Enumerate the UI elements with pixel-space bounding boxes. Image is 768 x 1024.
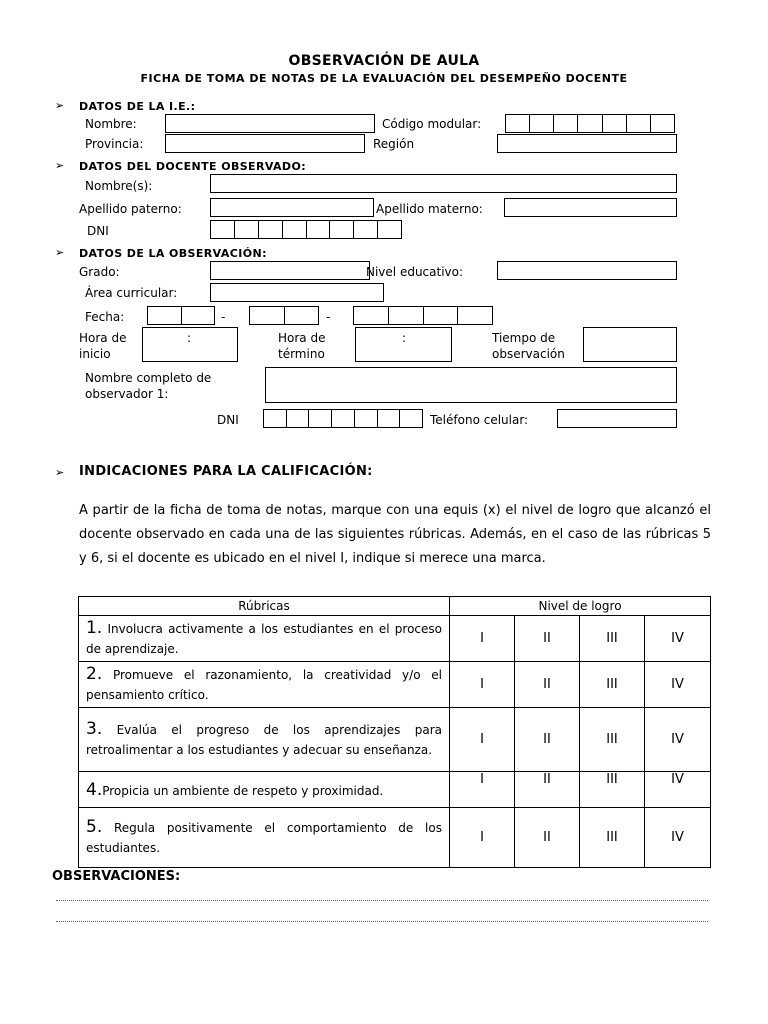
label-dni-observador: DNI (217, 413, 239, 427)
label-nombre-ie: Nombre: (85, 117, 137, 131)
level-cell-II[interactable]: II (515, 708, 580, 772)
input-region[interactable] (497, 134, 677, 153)
rubric-text: Propicia un ambiente de respeto y proximidad. (102, 783, 384, 798)
label-fecha: Fecha: (85, 310, 125, 324)
input-nivel-educativo[interactable] (497, 261, 677, 280)
rubric-text: Evalúa el progreso de los aprendizajes para retroalimentar a los estudiantes y adecuar su enseñanza. (86, 723, 442, 757)
fecha-separator: - (221, 310, 226, 324)
level-cell-III[interactable]: III (580, 708, 645, 772)
arrowhead-bullet-icon: ➢ (55, 466, 65, 479)
label-grado: Grado: (79, 265, 120, 279)
input-nombres[interactable] (210, 174, 677, 193)
page-subtitle: FICHA DE TOMA DE NOTAS DE LA EVALUACIÓN DEL DESEMPEÑO DOCENTE (140, 72, 628, 85)
label-codigo-modular: Código modular: (382, 117, 482, 131)
input-nombre-ie[interactable] (165, 114, 375, 133)
level-cell-IV[interactable]: IV (645, 708, 711, 772)
header-rubricas: Rúbricas (79, 597, 450, 616)
table-row (79, 772, 711, 808)
rubric-table (78, 596, 711, 868)
level-cell-III[interactable]: III (580, 662, 645, 708)
page-title: OBSERVACIÓN DE AULA (288, 53, 480, 69)
input-fecha-dia[interactable] (147, 306, 215, 325)
section-heading-observaciones: OBSERVACIONES: (52, 869, 181, 884)
input-grado[interactable] (210, 261, 370, 280)
table-row (79, 616, 711, 662)
label-hora-termino-2: término (278, 347, 325, 361)
input-fecha-mes[interactable] (249, 306, 319, 325)
level-cell-II[interactable]: II (515, 616, 580, 662)
input-dni-observador[interactable] (263, 409, 423, 428)
section-heading-docente: DATOS DEL DOCENTE OBSERVADO: (79, 160, 307, 173)
label-dni-docente: DNI (87, 224, 109, 238)
label-apellido-materno: Apellido materno: (376, 202, 483, 216)
label-hora-inicio-2: inicio (79, 347, 111, 361)
section-heading-ie: DATOS DE LA I.E.: (79, 100, 196, 113)
level-cell-IV[interactable]: IV (645, 808, 711, 868)
header-nivel-logro: Nivel de logro (450, 597, 711, 616)
rubric-number: 2. (86, 664, 103, 684)
rubric-number: 3. (86, 719, 103, 739)
rubric-text: Promueve el razonamiento, la creatividad y/o el pensamiento crítico. (86, 668, 442, 702)
level-cell-I[interactable]: I (450, 708, 515, 772)
label-apellido-paterno: Apellido paterno: (79, 202, 182, 216)
label-observador-2: observador 1: (85, 387, 169, 401)
table-row (79, 708, 711, 772)
input-apellido-paterno[interactable] (210, 198, 374, 217)
level-cell-II[interactable]: II (515, 808, 580, 868)
time-colon: : (402, 331, 407, 345)
level-cell-I[interactable]: I (450, 772, 515, 808)
rubric-number: 5. (86, 817, 103, 837)
label-telefono: Teléfono celular: (430, 413, 529, 427)
label-area-curricular: Área curricular: (85, 286, 178, 300)
level-cell-II[interactable]: II (515, 662, 580, 708)
input-provincia[interactable] (165, 134, 365, 153)
input-hora-termino[interactable] (355, 327, 452, 362)
input-codigo-modular[interactable] (505, 114, 675, 133)
label-provincia: Provincia: (85, 137, 144, 151)
observaciones-line-2[interactable] (56, 921, 708, 922)
fecha-separator: - (326, 310, 331, 324)
table-row (79, 808, 711, 868)
table-row (79, 662, 711, 708)
level-cell-I[interactable]: I (450, 662, 515, 708)
rubric-cell (79, 772, 450, 808)
rubric-cell (79, 708, 450, 772)
level-cell-III[interactable]: III (580, 808, 645, 868)
level-cell-I[interactable]: I (450, 616, 515, 662)
rubric-text: Regula positivamente el comportamiento de los estudiantes. (86, 821, 442, 855)
level-cell-IV[interactable]: IV (645, 616, 711, 662)
instructions-paragraph: A partir de la ficha de toma de notas, marque con una equis (x) el nivel de logro que alcanzó el docente observado en cada una de las siguientes rúbricas. Además, en el caso de las rúbricas 5 y 6, si el docente es ubicado en el nivel I, indique si merece una marca. (79, 503, 711, 566)
rubric-cell (79, 616, 450, 662)
input-dni-docente[interactable] (210, 220, 402, 239)
input-fecha-anio[interactable] (353, 306, 493, 325)
input-tiempo-observacion[interactable] (583, 327, 677, 362)
observaciones-line-1[interactable] (56, 900, 708, 901)
rubric-number: 1. (86, 618, 103, 638)
section-heading-observacion: DATOS DE LA OBSERVACIÓN: (79, 247, 267, 260)
level-cell-I[interactable]: I (450, 808, 515, 868)
input-telefono[interactable] (557, 409, 677, 428)
level-cell-II[interactable]: II (515, 772, 580, 808)
rubric-text: Involucra activamente a los estudiantes en el proceso de aprendizaje. (86, 622, 442, 656)
arrowhead-bullet-icon: ➢ (55, 246, 65, 259)
level-cell-IV[interactable]: IV (645, 772, 711, 808)
arrowhead-bullet-icon: ➢ (55, 99, 65, 112)
section-heading-indicaciones: INDICACIONES PARA LA CALIFICACIÓN: (79, 464, 373, 479)
label-nivel-educativo: Nivel educativo: (366, 265, 464, 279)
label-tiempo-observacion: Tiempo de (492, 331, 556, 345)
label-region: Región (373, 137, 415, 151)
label-hora-termino: Hora de (278, 331, 326, 345)
input-hora-inicio[interactable] (142, 327, 238, 362)
level-cell-IV[interactable]: IV (645, 662, 711, 708)
label-observador: Nombre completo de (85, 371, 212, 385)
rubric-number: 4. (86, 779, 103, 800)
rubric-cell (79, 808, 450, 868)
label-tiempo-observacion-2: observación (492, 347, 565, 361)
time-colon: : (187, 331, 192, 345)
input-observador-nombre[interactable] (265, 367, 677, 403)
label-hora-inicio: Hora de (79, 331, 127, 345)
arrowhead-bullet-icon: ➢ (55, 159, 65, 172)
input-area-curricular[interactable] (210, 283, 384, 302)
rubric-cell (79, 662, 450, 708)
input-apellido-materno[interactable] (504, 198, 677, 217)
label-nombres: Nombre(s): (85, 179, 153, 193)
level-cell-III[interactable]: III (580, 616, 645, 662)
table-header-row (79, 597, 711, 616)
level-cell-III[interactable]: III (580, 772, 645, 808)
